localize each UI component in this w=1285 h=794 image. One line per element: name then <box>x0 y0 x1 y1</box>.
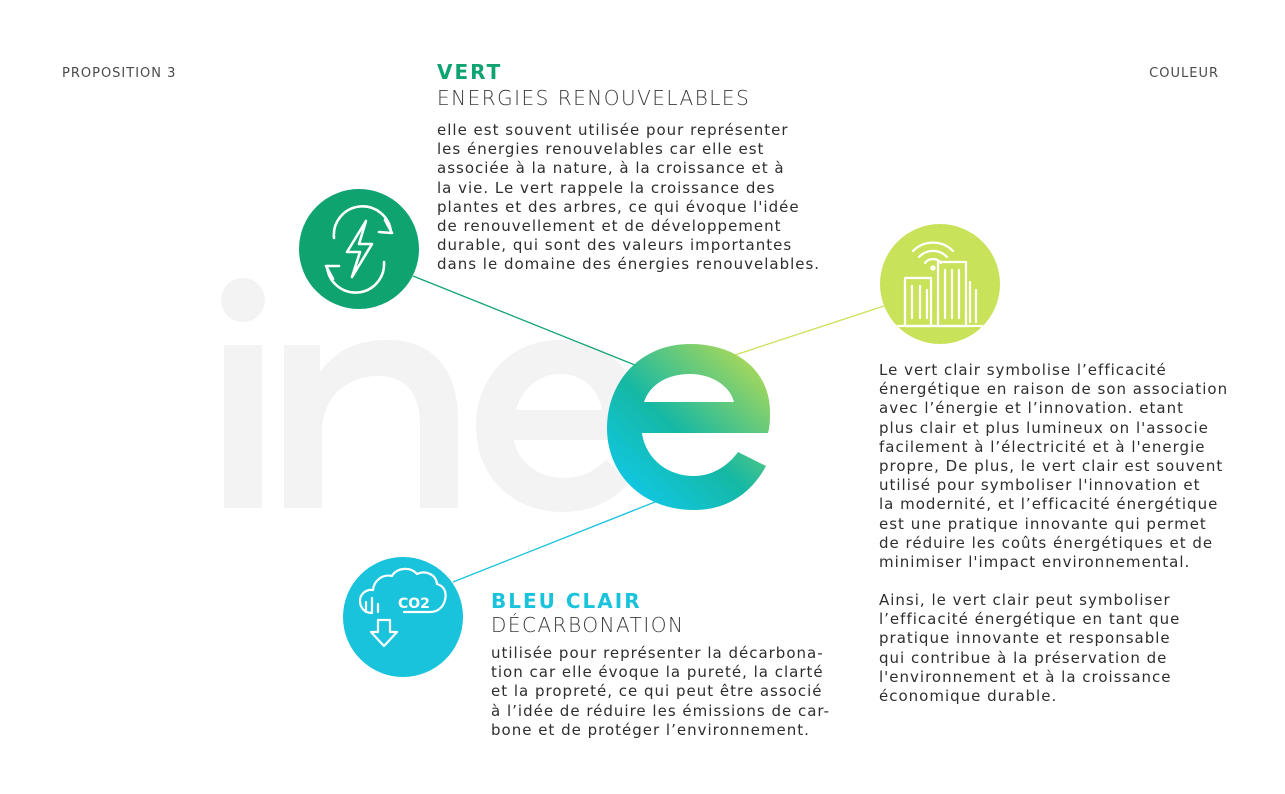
vert-description: elle est souvent utilisée pour représenter les énergies renouvelables car elle est associée à la nature, à la croissance et à la vie. Le vert rappele la croissance des plantes et des arbres, ce qui évoque l'idée de renouvellement et de développement durable, qui sont des valeurs importantes dans le domaine des énergies renouvelables. <box>437 121 821 274</box>
logo-e-accent <box>607 344 770 510</box>
bleu-connector-line <box>453 500 660 582</box>
bleu-clair-title: BLEU CLAIR <box>491 589 642 613</box>
logo-watermark <box>221 278 642 512</box>
co2-cloud-reduction-icon <box>343 557 463 677</box>
bleu-clair-description: utilisée pour représenter la décarbona- tion car elle évoque la pureté, la clarté et la propreté, ce qui peut être associé à l’idée de réduire les émissions de car- bone et de protéger l’environnement. <box>491 644 831 739</box>
renewable-energy-bolt-icon <box>299 189 419 309</box>
vert-clair-description-1: Le vert clair symbolise l’efficacité énergétique en raison de son association avec l’énergie et l’innovation. etant plus clair et plus lumineux on l'associe facilement à l’électricité et à l'energie propre, De plus, le vert clair est souvent utilisé pour symboliser l'innovation et la modernité, et l’efficacité énergétique est une pratique innovante qui permet de réduire les coûts énergétiques et de minimiser l'impact environnemental. <box>879 361 1229 572</box>
co2-label: CO2 <box>398 596 430 612</box>
proposition-label: PROPOSITION 3 <box>62 66 177 81</box>
vert-title: VERT <box>437 60 503 84</box>
vert-subtitle: ENERGIES RENOUVELABLES <box>437 86 751 110</box>
section-label: COULEUR <box>1149 66 1219 81</box>
smart-building-wifi-icon <box>880 224 1000 344</box>
vert-clair-description-2: Ainsi, le vert clair peut symboliser l’efficacité énergétique en tant que pratique innovante et responsable qui contribue à la préservation de l'environnement et à la croissance économique durable. <box>879 591 1181 706</box>
vert-clair-connector-line <box>735 306 884 355</box>
bleu-clair-subtitle: DÉCARBONATION <box>491 613 685 637</box>
